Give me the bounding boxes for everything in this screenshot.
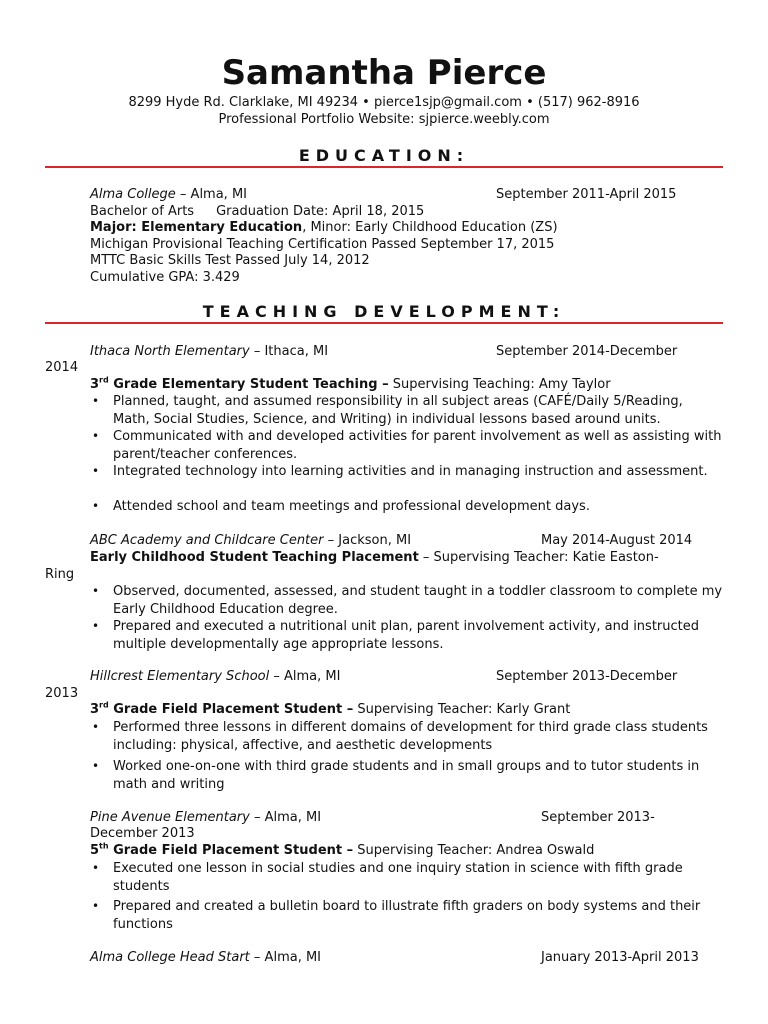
entry-org: Hillcrest Elementary School <box>90 669 270 684</box>
entry-dates: September 2013-December <box>496 669 678 684</box>
entry-org: ABC Academy and Childcare Center <box>90 533 324 548</box>
entry-dates: May 2014-August 2014 <box>541 533 693 548</box>
website-line: Professional Portfolio Website: sjpierce.weebly.com <box>218 112 550 127</box>
school-location: – Alma, MI <box>175 187 247 202</box>
entry-dates-wrap: December 2013 <box>90 826 195 841</box>
entry-role-line <box>90 376 611 393</box>
entry-dates: January 2013-April 2013 <box>541 950 699 965</box>
minor: , Minor: Early Childhood Education (ZS) <box>302 220 558 235</box>
certification-line: Michigan Provisional Teaching Certification Passed September 17, 2015 <box>90 237 555 252</box>
supervisor: Supervising Teacher: Andrea Oswald <box>353 843 595 858</box>
entry-org-line <box>90 949 321 966</box>
mttc-line: MTTC Basic Skills Test Passed July 14, 2012 <box>90 253 370 268</box>
bullet-text: Prepared and created a bulletin board to illustrate fifth graders on body systems and their functions <box>113 899 701 932</box>
role-grade: 3 <box>90 702 100 717</box>
bullet-text: Integrated technology into learning activities and in managing instruction and assessment. <box>113 464 708 479</box>
entry-location: – Alma, MI <box>249 810 322 825</box>
bullet-text: Worked one-on-one with third grade students and in small groups and to tutor students in math and writing <box>113 759 700 792</box>
bullet-text: Communicated with and developed activities for parent involvement as well as assisting with parent/teacher conferences. <box>113 429 722 462</box>
supervisor: – Supervising Teacher: Katie Easton- <box>418 550 659 565</box>
role-title: Grade Elementary Student Teaching – <box>108 377 389 392</box>
bullet-icon: • <box>92 394 100 408</box>
entry-location: – Alma, MI <box>249 950 322 965</box>
contact-line: 8299 Hyde Rd. Clarklake, MI 49234 • pierce1sjp@gmail.com • (517) 962-8916 <box>128 95 640 110</box>
bullet-text: Prepared and executed a nutritional unit plan, parent involvement activity, and instructed multiple developmentally age appropriate lessons. <box>113 619 699 652</box>
role-sup: th <box>99 841 109 851</box>
role-grade: 3 <box>90 377 100 392</box>
bullet-text: Executed one lesson in social studies and one inquiry station in science with fifth grade students <box>113 861 683 894</box>
teaching-heading: TEACHING DEVELOPMENT: <box>202 302 566 321</box>
entry-role-line <box>90 701 570 718</box>
entry-dates: September 2014-December <box>496 344 678 359</box>
supervisor: Supervising Teaching: Amy Taylor <box>388 377 611 392</box>
role-sup: rd <box>99 375 109 385</box>
gpa-line: Cumulative GPA: 3.429 <box>90 270 240 285</box>
entry-org: Ithaca North Elementary <box>90 344 250 359</box>
bullet-icon: • <box>92 584 100 598</box>
education-dates: September 2011-April 2015 <box>496 187 677 202</box>
bullet-icon: • <box>92 899 100 913</box>
entry-dates-wrap: 2014 <box>45 360 79 375</box>
school-name: Alma College <box>90 187 176 202</box>
entry-org: Alma College Head Start <box>90 950 250 965</box>
candidate-name: Samantha Pierce <box>221 53 547 93</box>
supervisor-wrap: Ring <box>45 567 75 582</box>
graduation-date: Graduation Date: April 18, 2015 <box>216 204 425 219</box>
section-rule <box>45 166 723 168</box>
bullet-icon: • <box>92 720 100 734</box>
bullet-icon: • <box>92 759 100 773</box>
bullet-text: Attended school and team meetings and professional development days. <box>113 499 590 514</box>
bullet-text: Planned, taught, and assumed responsibility in all subject areas (CAFÉ/Daily 5/Reading, Math, Social Studies, Science, and Writing) in individual lessons based around units. <box>113 394 683 427</box>
entry-org-line <box>90 532 411 549</box>
entry-role-line <box>90 842 594 859</box>
role-title: Grade Field Placement Student – <box>108 702 354 717</box>
bullet-text: Performed three lessons in different domains of development for third grade class students including: physical, affective, and aesthetic developments <box>113 720 708 753</box>
entry-org-line <box>90 343 328 360</box>
section-rule <box>45 322 723 324</box>
major-line <box>90 219 558 236</box>
role-sup: rd <box>99 700 109 710</box>
degree: Bachelor of Arts <box>90 204 195 219</box>
entry-org: Pine Avenue Elementary <box>90 810 250 825</box>
education-heading: EDUCATION: <box>298 146 470 165</box>
bullet-icon: • <box>92 499 100 513</box>
role-title: Grade Field Placement Student – <box>108 843 354 858</box>
entry-location: – Jackson, MI <box>323 533 412 548</box>
bullet-icon: • <box>92 619 100 633</box>
supervisor: Supervising Teacher: Karly Grant <box>353 702 571 717</box>
bullet-text: Observed, documented, assessed, and student taught in a toddler classroom to complete my Early Childhood Education degree. <box>113 584 723 617</box>
entry-dates-wrap: 2013 <box>45 686 79 701</box>
entry-org-line <box>90 809 321 826</box>
bullet-icon: • <box>92 464 100 478</box>
entry-org-line <box>90 668 340 685</box>
entry-location: – Ithaca, MI <box>249 344 329 359</box>
bullet-icon: • <box>92 429 100 443</box>
education-school-line <box>90 186 247 203</box>
role-grade: 5 <box>90 843 100 858</box>
entry-location: – Alma, MI <box>269 669 341 684</box>
entry-dates: September 2013- <box>541 810 655 825</box>
major-label: Major: Elementary Education <box>90 220 303 235</box>
role-title: Early Childhood Student Teaching Placement <box>90 550 419 565</box>
bullet-icon: • <box>92 861 100 875</box>
degree-line <box>90 203 424 220</box>
entry-role-line <box>90 549 659 566</box>
